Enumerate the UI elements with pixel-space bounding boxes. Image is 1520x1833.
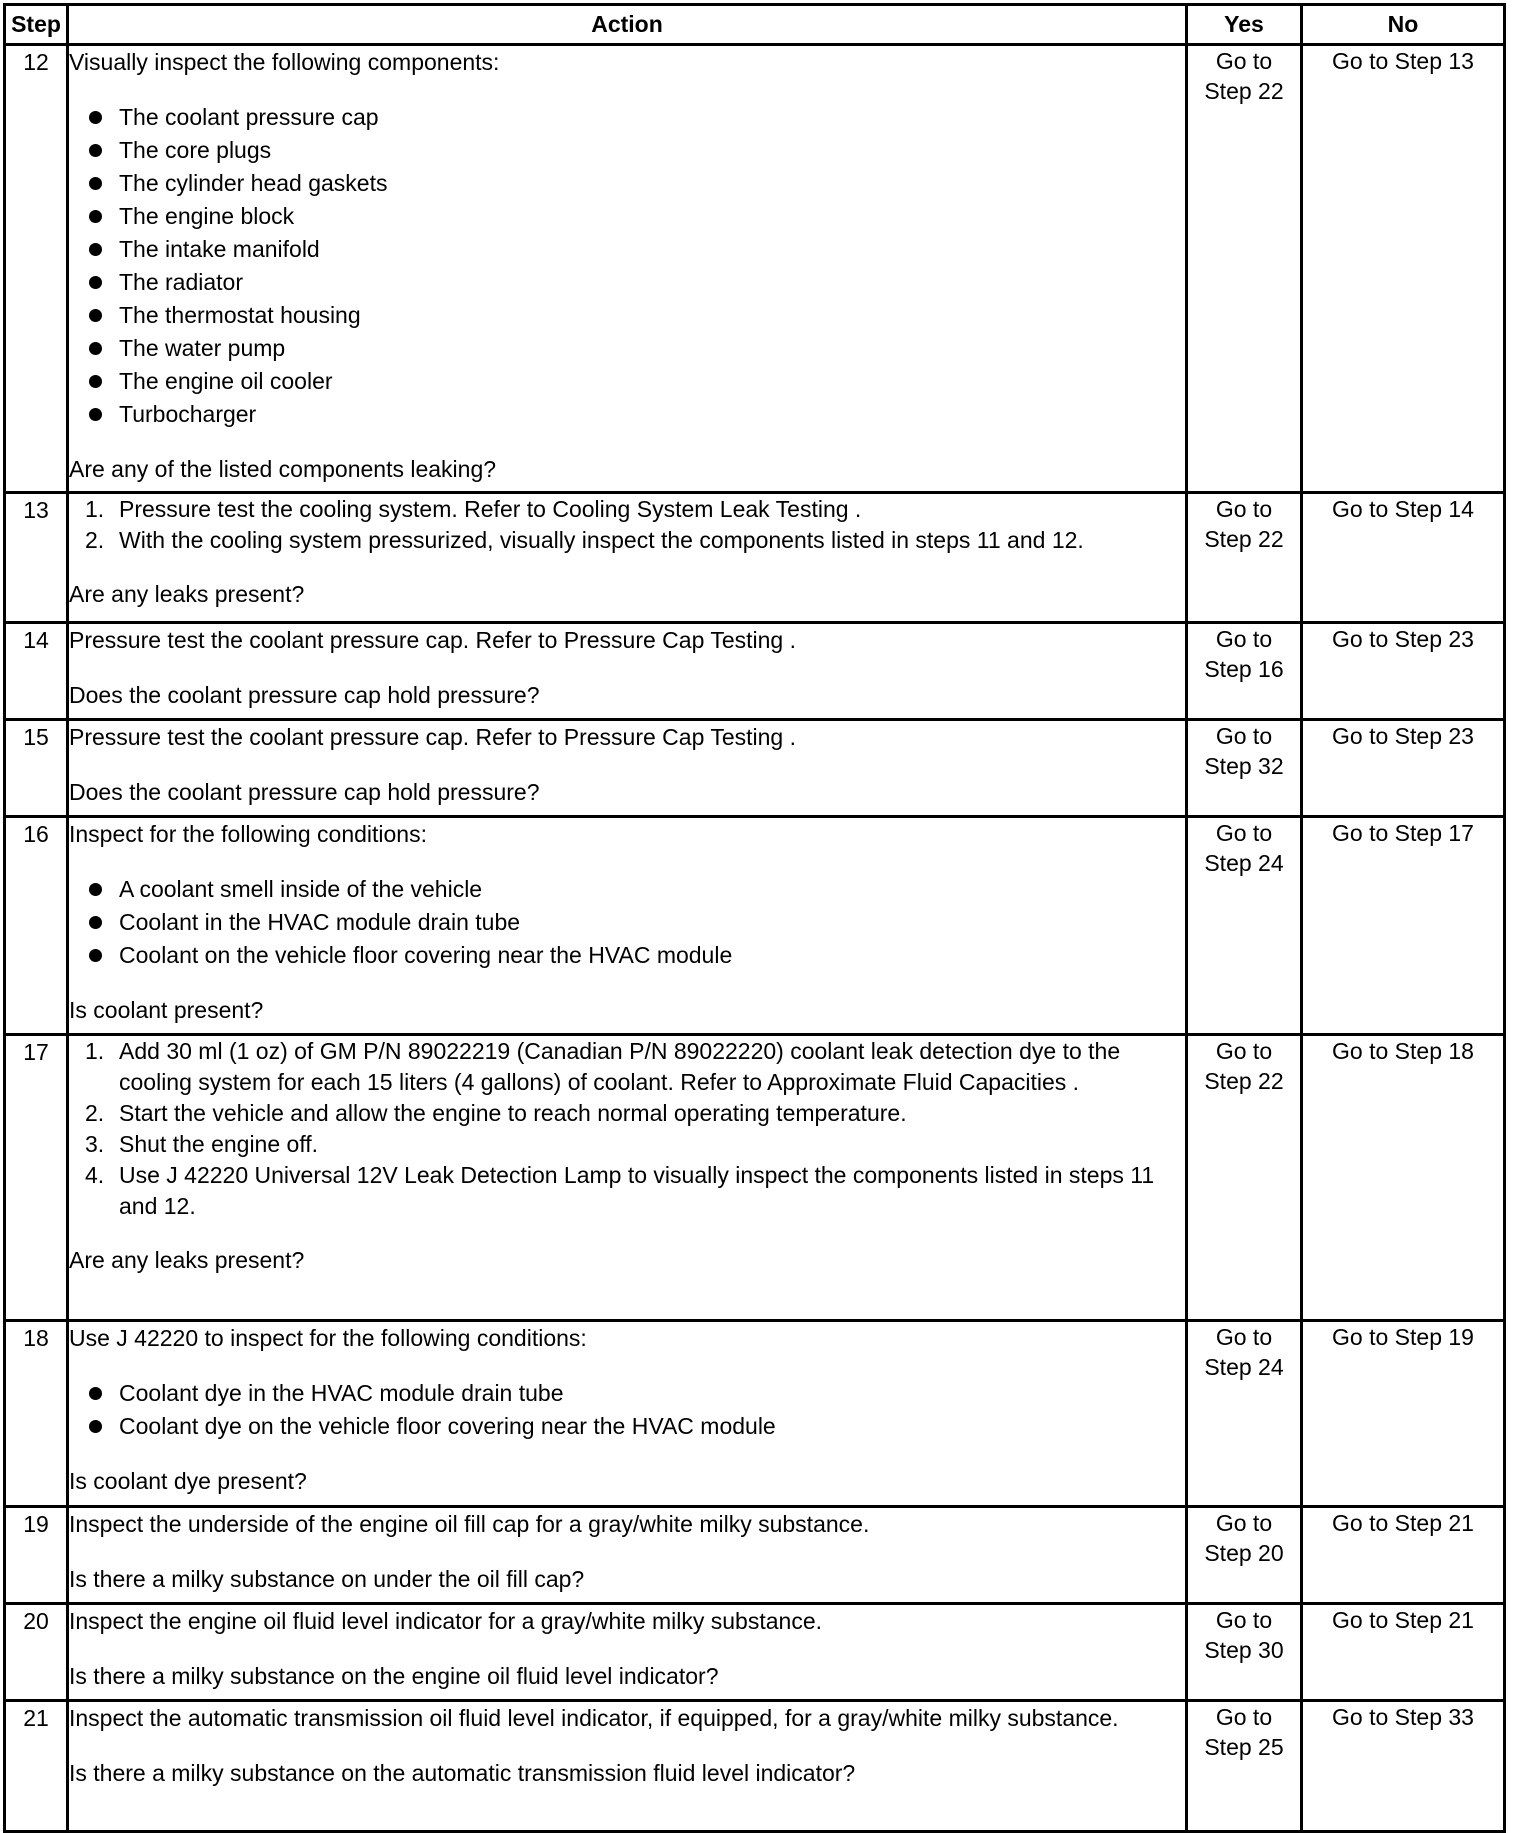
action-instruction: Inspect the engine oil fluid level indicator for a gray/white milky substance. bbox=[69, 1608, 823, 1634]
numbered-step bbox=[85, 1129, 1185, 1160]
yes-result-line: Go to bbox=[1215, 1510, 1273, 1536]
no-cell bbox=[1302, 720, 1505, 817]
action-question: Does the coolant pressure cap hold pressure? bbox=[69, 779, 540, 805]
numbered-step bbox=[85, 525, 1185, 556]
list-item bbox=[89, 266, 1185, 299]
bullet-icon bbox=[89, 243, 102, 256]
list-item-text: The cylinder head gaskets bbox=[119, 170, 388, 196]
yes-cell bbox=[1187, 623, 1302, 720]
step-number: 18 bbox=[5, 1321, 68, 1507]
bullet-icon bbox=[89, 375, 102, 388]
action-question: Are any of the listed components leaking? bbox=[69, 456, 497, 482]
step-index: 1. bbox=[85, 1038, 105, 1064]
list-item-text: Coolant on the vehicle floor covering near the HVAC module bbox=[119, 942, 733, 968]
step-number: 13 bbox=[5, 493, 68, 623]
action-question: Is there a milky substance on the engine oil fluid level indicator? bbox=[69, 1663, 719, 1689]
step-number: 19 bbox=[5, 1507, 68, 1604]
list-item-text: The radiator bbox=[119, 269, 244, 295]
step-index: 4. bbox=[85, 1162, 105, 1188]
yes-result-line: Step 25 bbox=[1204, 1734, 1284, 1760]
list-item bbox=[89, 200, 1185, 233]
list-item bbox=[89, 299, 1185, 332]
no-cell bbox=[1302, 623, 1505, 720]
list-item bbox=[89, 939, 1185, 972]
table-row bbox=[5, 1035, 1505, 1321]
no-result: Go to Step 19 bbox=[1332, 1324, 1474, 1350]
list-item-text: The core plugs bbox=[119, 137, 272, 163]
step-index: 3. bbox=[85, 1131, 105, 1157]
bullet-icon bbox=[89, 144, 102, 157]
action-question: Are any leaks present? bbox=[69, 581, 305, 607]
no-cell bbox=[1302, 493, 1505, 623]
no-cell bbox=[1302, 1701, 1505, 1832]
list-item bbox=[89, 873, 1185, 906]
list-item-text: A coolant smell inside of the vehicle bbox=[119, 876, 483, 902]
action-question: Is coolant present? bbox=[69, 997, 264, 1023]
step-number: 21 bbox=[5, 1701, 68, 1832]
yes-result-line: Step 22 bbox=[1204, 1068, 1284, 1094]
action-question: Does the coolant pressure cap hold pressure? bbox=[69, 682, 540, 708]
yes-cell bbox=[1187, 45, 1302, 493]
table-row bbox=[5, 1507, 1505, 1604]
list-item-text: The water pump bbox=[119, 335, 286, 361]
table-row bbox=[5, 1604, 1505, 1701]
action-cell bbox=[68, 817, 1187, 1035]
list-item-text: The engine oil cooler bbox=[119, 368, 333, 394]
table-row bbox=[5, 720, 1505, 817]
list-item-text: Coolant in the HVAC module drain tube bbox=[119, 909, 521, 935]
yes-cell bbox=[1187, 1035, 1302, 1321]
table-row bbox=[5, 45, 1505, 493]
numbered-step-text: Add 30 ml (1 oz) of GM P/N 89022219 (Canadian P/N 89022220) coolant leak detection dye to the cooling system for each 15 liters (4 gallons) of coolant. Refer to Approximate Fluid Capacities . bbox=[119, 1038, 1121, 1095]
numbered-step bbox=[85, 1160, 1185, 1222]
no-result: Go to Step 17 bbox=[1332, 820, 1474, 846]
action-instruction: Pressure test the coolant pressure cap. Refer to Pressure Cap Testing . bbox=[69, 627, 796, 653]
list-item bbox=[89, 101, 1185, 134]
action-question: Is there a milky substance on under the oil fill cap? bbox=[69, 1566, 585, 1592]
bullet-icon bbox=[89, 408, 102, 421]
no-cell bbox=[1302, 1321, 1505, 1507]
list-item bbox=[89, 233, 1185, 266]
bullet-icon bbox=[89, 309, 102, 322]
no-cell bbox=[1302, 1035, 1505, 1321]
numbered-step bbox=[85, 1036, 1185, 1098]
yes-result-line: Go to bbox=[1215, 1704, 1273, 1730]
list-item bbox=[89, 1377, 1185, 1410]
list-item-text: The intake manifold bbox=[119, 236, 320, 262]
no-result: Go to Step 23 bbox=[1332, 626, 1474, 652]
yes-cell bbox=[1187, 493, 1302, 623]
header-action: Action bbox=[68, 5, 1187, 45]
yes-result-line: Step 24 bbox=[1204, 1354, 1284, 1380]
no-result: Go to Step 33 bbox=[1332, 1704, 1474, 1730]
table-row bbox=[5, 1701, 1505, 1832]
list-item-text: Coolant dye on the vehicle floor covering near the HVAC module bbox=[119, 1413, 776, 1439]
step-number: 12 bbox=[5, 45, 68, 493]
header-no: No bbox=[1302, 5, 1505, 45]
no-result: Go to Step 13 bbox=[1332, 48, 1474, 74]
yes-result-line: Go to bbox=[1215, 496, 1273, 522]
header-row bbox=[5, 5, 1505, 45]
list-item bbox=[89, 134, 1185, 167]
list-item-text: The engine block bbox=[119, 203, 295, 229]
no-result: Go to Step 23 bbox=[1332, 723, 1474, 749]
yes-result-line: Go to bbox=[1215, 626, 1273, 652]
action-instruction: Pressure test the coolant pressure cap. Refer to Pressure Cap Testing . bbox=[69, 724, 796, 750]
list-item bbox=[89, 365, 1185, 398]
list-item bbox=[89, 167, 1185, 200]
list-item bbox=[89, 1410, 1185, 1443]
yes-result-line: Go to bbox=[1215, 1324, 1273, 1350]
action-instruction: Inspect the underside of the engine oil fill cap for a gray/white milky substance. bbox=[69, 1511, 870, 1537]
no-cell bbox=[1302, 1507, 1505, 1604]
header-yes: Yes bbox=[1187, 5, 1302, 45]
no-result: Go to Step 18 bbox=[1332, 1038, 1474, 1064]
bullet-icon bbox=[89, 1387, 102, 1400]
yes-result-line: Go to bbox=[1215, 1607, 1273, 1633]
numbered-step bbox=[85, 494, 1185, 525]
no-result: Go to Step 21 bbox=[1332, 1510, 1474, 1536]
list-item bbox=[89, 906, 1185, 939]
bullet-icon bbox=[89, 949, 102, 962]
action-instruction: Inspect the automatic transmission oil fluid level indicator, if equipped, for a gray/white milky substance. bbox=[69, 1705, 1119, 1731]
bullet-icon bbox=[89, 342, 102, 355]
yes-result-line: Step 32 bbox=[1204, 753, 1284, 779]
list-item-text: The coolant pressure cap bbox=[119, 104, 379, 130]
bullet-icon bbox=[89, 916, 102, 929]
bullet-icon bbox=[89, 1420, 102, 1433]
bullet-icon bbox=[89, 883, 102, 896]
yes-result-line: Step 22 bbox=[1204, 78, 1284, 104]
component-list bbox=[69, 873, 1185, 972]
step-number: 20 bbox=[5, 1604, 68, 1701]
action-cell bbox=[68, 623, 1187, 720]
numbered-step-text: Use J 42220 Universal 12V Leak Detection Lamp to visually inspect the components listed in steps 11 and 12. bbox=[119, 1162, 1155, 1219]
table-row bbox=[5, 1321, 1505, 1507]
yes-result-line: Step 16 bbox=[1204, 656, 1284, 682]
list-item bbox=[89, 398, 1185, 431]
yes-result-line: Go to bbox=[1215, 1038, 1273, 1064]
no-cell bbox=[1302, 1604, 1505, 1701]
list-item-text: Turbocharger bbox=[119, 401, 257, 427]
list-item-text: The thermostat housing bbox=[119, 302, 361, 328]
no-cell bbox=[1302, 817, 1505, 1035]
bullet-icon bbox=[89, 210, 102, 223]
yes-cell bbox=[1187, 1321, 1302, 1507]
list-item bbox=[89, 332, 1185, 365]
action-cell bbox=[68, 45, 1187, 493]
step-index: 2. bbox=[85, 1100, 105, 1126]
action-instruction: Visually inspect the following components: bbox=[69, 49, 500, 75]
component-list bbox=[69, 101, 1185, 431]
yes-cell bbox=[1187, 1604, 1302, 1701]
header-step: Step bbox=[5, 5, 68, 45]
table-body bbox=[5, 45, 1505, 1832]
step-index: 2. bbox=[85, 527, 105, 553]
table-row bbox=[5, 817, 1505, 1035]
no-result: Go to Step 14 bbox=[1332, 496, 1474, 522]
step-number: 17 bbox=[5, 1035, 68, 1321]
action-cell bbox=[68, 493, 1187, 623]
action-cell bbox=[68, 1035, 1187, 1321]
diagnostic-table bbox=[3, 3, 1506, 1833]
numbered-steps bbox=[69, 494, 1185, 556]
action-question: Is there a milky substance on the automatic transmission fluid level indicator? bbox=[69, 1760, 856, 1786]
action-instruction: Inspect for the following conditions: bbox=[69, 821, 427, 847]
action-cell bbox=[68, 720, 1187, 817]
no-result: Go to Step 21 bbox=[1332, 1607, 1474, 1633]
action-cell bbox=[68, 1604, 1187, 1701]
yes-result-line: Go to bbox=[1215, 820, 1273, 846]
numbered-step-text: Shut the engine off. bbox=[119, 1131, 319, 1157]
yes-cell bbox=[1187, 817, 1302, 1035]
table-row bbox=[5, 623, 1505, 720]
yes-result-line: Step 22 bbox=[1204, 526, 1284, 552]
yes-cell bbox=[1187, 1507, 1302, 1604]
yes-cell bbox=[1187, 720, 1302, 817]
yes-result-line: Step 30 bbox=[1204, 1637, 1284, 1663]
yes-result-line: Step 24 bbox=[1204, 850, 1284, 876]
step-number: 16 bbox=[5, 817, 68, 1035]
component-list bbox=[69, 1377, 1185, 1443]
numbered-step-text: With the cooling system pressurized, visually inspect the components listed in steps 11 and 12. bbox=[119, 527, 1084, 553]
action-cell bbox=[68, 1507, 1187, 1604]
step-number: 14 bbox=[5, 623, 68, 720]
action-question: Is coolant dye present? bbox=[69, 1468, 307, 1494]
action-question: Are any leaks present? bbox=[69, 1247, 305, 1273]
step-number: 15 bbox=[5, 720, 68, 817]
numbered-step bbox=[85, 1098, 1185, 1129]
yes-result-line: Go to bbox=[1215, 48, 1273, 74]
yes-cell bbox=[1187, 1701, 1302, 1832]
action-cell bbox=[68, 1701, 1187, 1832]
yes-result-line: Step 20 bbox=[1204, 1540, 1284, 1566]
bullet-icon bbox=[89, 177, 102, 190]
action-instruction: Use J 42220 to inspect for the following conditions: bbox=[69, 1325, 587, 1351]
numbered-step-text: Pressure test the cooling system. Refer to Cooling System Leak Testing . bbox=[119, 496, 862, 522]
yes-result-line: Go to bbox=[1215, 723, 1273, 749]
numbered-steps bbox=[69, 1036, 1185, 1222]
list-item-text: Coolant dye in the HVAC module drain tube bbox=[119, 1380, 564, 1406]
action-cell bbox=[68, 1321, 1187, 1507]
bullet-icon bbox=[89, 111, 102, 124]
step-index: 1. bbox=[85, 496, 105, 522]
no-cell bbox=[1302, 45, 1505, 493]
table-row bbox=[5, 493, 1505, 623]
bullet-icon bbox=[89, 276, 102, 289]
numbered-step-text: Start the vehicle and allow the engine to reach normal operating temperature. bbox=[119, 1100, 907, 1126]
